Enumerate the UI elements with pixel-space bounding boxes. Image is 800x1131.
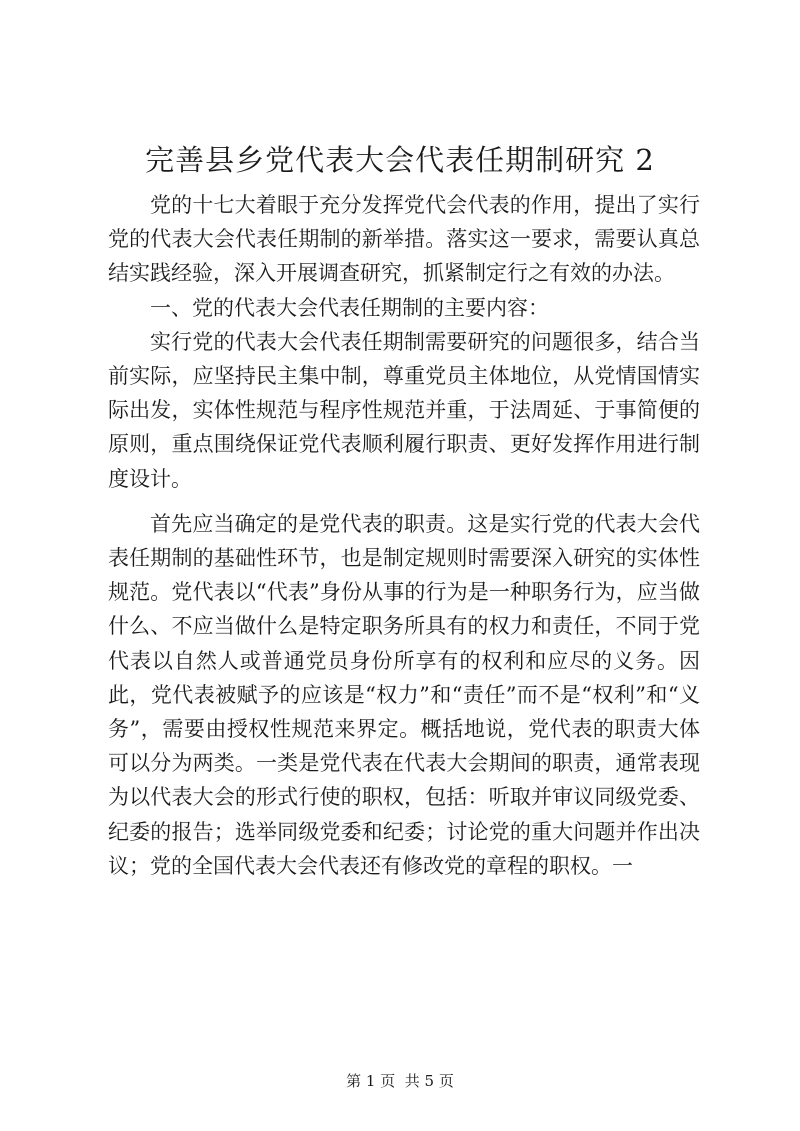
paragraph-intro: 党的十七大着眼于充分发挥党代会代表的作用，提出了实行党的代表大会代表任期制的新举措。落实这一要求，需要认真总结实践经验，深入开展调查研究，抓紧制定行之有效的办法。: [108, 193, 700, 286]
paragraph-principles: 实行党的代表大会代表任期制需要研究的问题很多，结合当前实际，应坚持民主集中制，尊重党员主体地位，从党情国情实际出发，实体性规范与程序性规范并重，于法周延、于事简便的原则，重点围绕保证党代表顺利履行职责、更好发挥作用进行制度设计。: [108, 329, 700, 491]
page-footer: 第 1 页 共 5 页: [346, 1072, 454, 1090]
document-body: [108, 188, 700, 883]
section-heading: 一、党的代表大会代表任期制的主要内容：: [150, 295, 549, 320]
document-title: 完善县乡党代表大会代表任期制研究 2: [145, 143, 655, 177]
paragraph-duties: 首先应当确定的是党代表的职责。这是实行党的代表大会代表任期制的基础性环节，也是制定规则时需要深入研究的实体性规范。党代表以“代表”身份从事的行为是一种职务行为，应当做什么、不应当做什么是特定职务所具有的权力和责任，不同于党代表以自然人或普通党员身份所享有的权利和应尽的义务。因此，党代表被赋予的应该是“权力”和“责任”而不是“权利”和“义务”，需要由授权性规范来界定。概括地说，党代表的职责大体可以分为两类。一类是党代表在代表大会期间的职责，通常表现为以代表大会的形式行使的职权，包括：听取并审议同级党委、纪委的报告；选举同级党委和纪委；讨论党的重大问题并作出决议；党的全国代表大会代表还有修改党的章程的职权。一: [108, 511, 700, 878]
